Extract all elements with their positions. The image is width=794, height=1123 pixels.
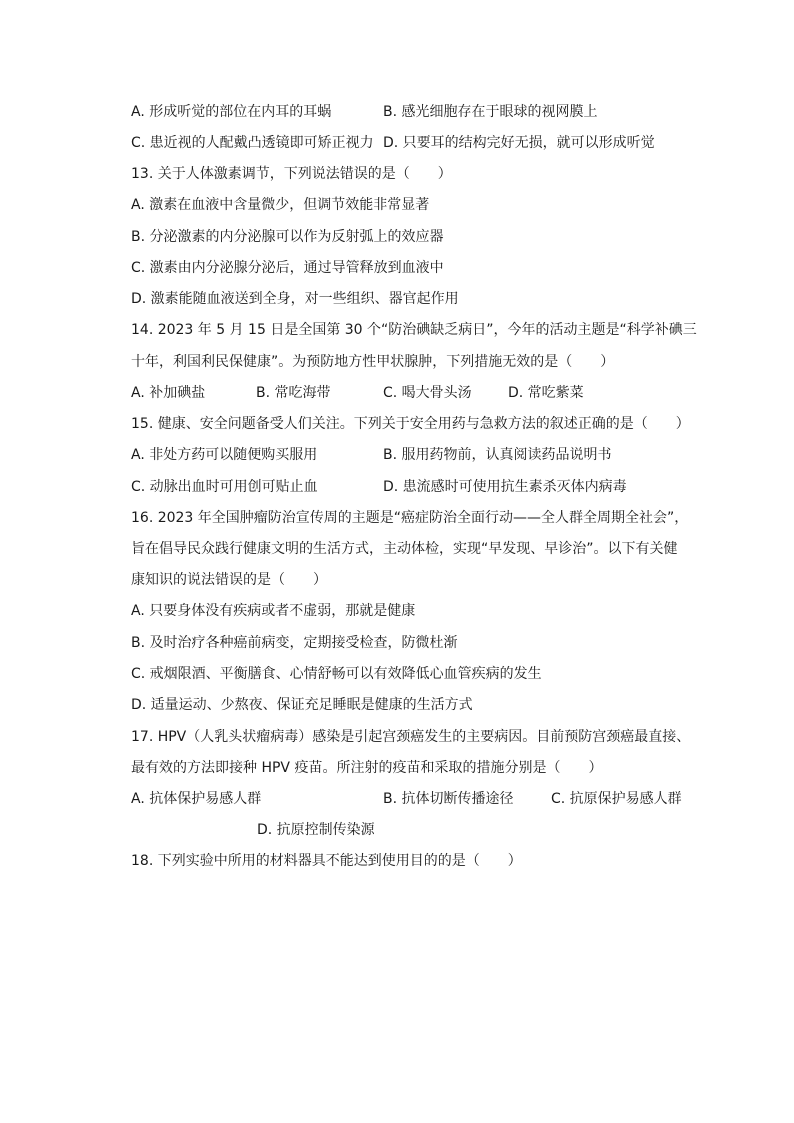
q14-option-c: C. 喝大骨头汤 bbox=[383, 385, 472, 401]
q16-stem-line-2: 旨在倡导民众践行健康文明的生活方式，主动体检，实现“早发现、早诊治”。以下有关健 bbox=[131, 541, 678, 557]
q13-option-d: D. 激素能随血液送到全身，对一些组织、器官起作用 bbox=[131, 291, 459, 307]
q14-stem-line-2: 十年，利国利民保健康”。为预防地方性甲状腺肿，下列措施无效的是（ ） bbox=[131, 354, 615, 370]
q16-option-b: B. 及时治疗各种癌前病变，定期接受检查，防微杜渐 bbox=[131, 635, 458, 651]
q14-option-a: A. 补加碘盐 bbox=[131, 385, 206, 401]
q13-option-c: C. 激素由内分泌腺分泌后，通过导管释放到血液中 bbox=[131, 260, 444, 276]
q17-stem-line-2: 最有效的方法即接种 HPV 疫苗。所注射的疫苗和采取的措施分别是（ ） bbox=[131, 760, 603, 776]
q14-option-d: D. 常吃紫菜 bbox=[508, 385, 584, 401]
q15-option-c: C. 动脉出血时可用创可贴止血 bbox=[131, 479, 318, 495]
q14-option-b: B. 常吃海带 bbox=[256, 385, 331, 401]
q15-option-b: B. 服用药物前，认真阅读药品说明书 bbox=[383, 447, 612, 463]
q13-option-b: B. 分泌激素的内分泌腺可以作为反射弧上的效应器 bbox=[131, 229, 444, 245]
q16-stem-line-3: 康知识的说法错误的是（ ） bbox=[131, 572, 327, 588]
q15-stem: 15. 健康、安全问题备受人们关注。下列关于安全用药与急救方法的叙述正确的是（ ） bbox=[131, 416, 690, 432]
q13-option-a: A. 激素在血液中含量微少，但调节效能非常显著 bbox=[131, 197, 430, 213]
q17-option-a: A. 抗体保护易感人群 bbox=[131, 791, 262, 807]
q15-option-d: D. 患流感时可使用抗生素杀灭体内病毒 bbox=[383, 479, 627, 495]
q12-option-b: B. 感光细胞存在于眼球的视网膜上 bbox=[383, 104, 598, 120]
q16-option-d: D. 适量运动、少熬夜、保证充足睡眠是健康的生活方式 bbox=[131, 697, 473, 713]
q16-option-a: A. 只要身体没有疾病或者不虚弱，那就是健康 bbox=[131, 603, 416, 619]
q17-option-c: C. 抗原保护易感人群 bbox=[551, 791, 682, 807]
q17-option-b: B. 抗体切断传播途径 bbox=[383, 791, 514, 807]
q18-stem: 18. 下列实验中所用的材料器具不能达到使用目的的是（ ） bbox=[131, 853, 522, 869]
q17-stem-line-1: 17. HPV（人乳头状瘤病毒）感染是引起宫颈癌发生的主要病因。目前预防宫颈癌最直接、 bbox=[131, 729, 691, 745]
q14-stem-line-1: 14. 2023 年 5 月 15 日是全国第 30 个“防治碘缺乏病日”，今年的活动主题是“科学补碘三 bbox=[131, 322, 697, 338]
q15-option-a: A. 非处方药可以随便购买服用 bbox=[131, 447, 318, 463]
q12-option-a: A. 形成听觉的部位在内耳的耳蜗 bbox=[131, 104, 332, 120]
q13-stem: 13. 关于人体激素调节，下列说法错误的是（ ） bbox=[131, 166, 452, 182]
q17-option-d: D. 抗原控制传染源 bbox=[257, 822, 375, 838]
q16-option-c: C. 戒烟限酒、平衡膳食、心情舒畅可以有效降低心血管疾病的发生 bbox=[131, 666, 542, 682]
q12-option-c: C. 患近视的人配戴凸透镜即可矫正视力 bbox=[131, 135, 374, 151]
q12-option-d: D. 只要耳的结构完好无损，就可以形成听觉 bbox=[383, 135, 655, 151]
q16-stem-line-1: 16. 2023 年全国肿瘤防治宣传周的主题是“癌症防治全面行动——全人群全周期全社会”， bbox=[131, 510, 689, 526]
